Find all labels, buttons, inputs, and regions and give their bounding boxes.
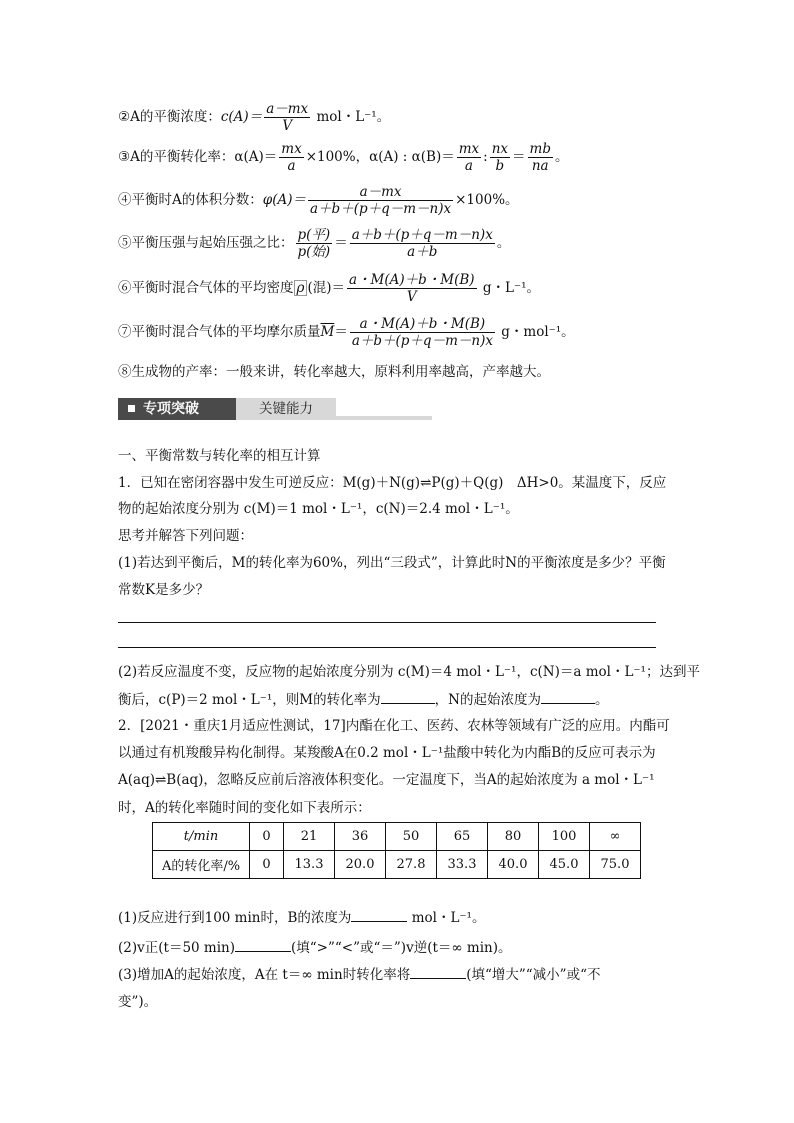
- fraction-denominator: a＋b: [350, 243, 495, 260]
- line-label: ⑥平衡时混合气体的平均密度: [118, 280, 294, 296]
- answer-line[interactable]: [118, 622, 656, 623]
- text: ＝: [334, 324, 348, 340]
- line-label: ④平衡时A的体积分数：: [118, 192, 263, 208]
- formula-pressure-ratio: [118, 227, 510, 260]
- fraction-denominator: a: [279, 157, 303, 174]
- text: ，N的起始浓度为: [434, 692, 541, 708]
- answer-line[interactable]: [118, 647, 656, 648]
- q1-stem-line2: 物的起始浓度分别为 c(M)＝1 mol・L⁻¹，c(N)＝2.4 mol・L⁻¹。: [118, 501, 519, 517]
- answer-blank[interactable]: [351, 921, 407, 922]
- fraction: [264, 101, 310, 134]
- section-banner: [118, 398, 432, 420]
- formula-conversion-rate: [118, 141, 568, 174]
- fraction-numerator: mb: [529, 141, 551, 157]
- line-label: ③A的平衡转化率：: [118, 149, 235, 165]
- square-bullet-icon: [128, 405, 135, 412]
- table-cell: 75.0: [590, 851, 641, 879]
- answer-blank[interactable]: [235, 951, 291, 952]
- formula-average-molar-mass: [118, 316, 575, 349]
- formula-lhs: φ(A)＝: [262, 192, 306, 208]
- table-cell: 36: [335, 823, 386, 851]
- table-header-row: [153, 823, 641, 851]
- conversion-table: [152, 822, 641, 879]
- table-cell: 40.0: [488, 851, 539, 879]
- q1-stem-line1: 1．已知在密闭容器中发生可逆反应：M(g)＋N(g)⇌P(g)＋Q(g) ΔH>0。某温度下，反应: [118, 475, 667, 491]
- fraction-denominator: V: [264, 117, 310, 134]
- unit: mol・L⁻¹。: [316, 109, 391, 125]
- fraction-denominator: a＋b＋(p＋q－m－n)x: [351, 333, 493, 349]
- text: :: [483, 149, 488, 165]
- q1-stem-line3: 思考并解答下列问题：: [118, 528, 253, 544]
- formula-average-density: [118, 272, 540, 305]
- q2-stem-line2: 以通过有机羧酸异构化制得。某羧酸A在0.2 mol・L⁻¹盐酸中转化为内酯B的反应可表示为: [118, 745, 656, 761]
- q2-sub3-cont: 变”)。: [118, 994, 158, 1010]
- fraction-denominator: V: [347, 288, 477, 305]
- fraction: [490, 141, 510, 174]
- q1-part2-line1: (2)若反应温度不变，反应物的起始浓度分别为 c(M)＝4 mol・L⁻¹，c(N)＝a mol・L⁻¹；达到平: [118, 664, 700, 680]
- fraction-numerator: p(平): [297, 227, 331, 243]
- table-cell: 80: [488, 823, 539, 851]
- table-cell: A的转化率/%: [153, 851, 250, 879]
- fraction-numerator: a・M(A)＋b・M(B): [348, 272, 475, 288]
- section-title: 专项突破: [143, 401, 199, 417]
- answer-blank[interactable]: [410, 978, 466, 979]
- fraction-denominator: a: [457, 157, 481, 174]
- text: 。: [554, 149, 569, 165]
- text: (3)增加A的起始浓度，A在 t＝∞ min时转化率将: [118, 967, 411, 983]
- fraction-numerator: nx: [491, 141, 509, 157]
- fraction: [350, 316, 495, 349]
- formula-lhs: (混)＝: [307, 280, 345, 296]
- fraction-numerator: mx: [458, 141, 480, 157]
- text: ＝: [334, 235, 348, 251]
- fraction-numerator: a－mx: [266, 101, 309, 117]
- table-cell: 20.0: [335, 851, 386, 879]
- text: (2)v正(t＝50 min): [118, 940, 235, 956]
- table-cell: 0: [250, 823, 284, 851]
- line-label: ②A的平衡浓度：: [118, 109, 221, 125]
- text: ×100%。: [455, 192, 519, 208]
- line-label: ⑤平衡压强与起始压强之比：: [118, 235, 294, 251]
- q1-part2-line2: [118, 688, 608, 708]
- fraction-denominator: b: [490, 157, 510, 174]
- text: ×100%，: [305, 149, 370, 165]
- banner-underline: [336, 416, 432, 420]
- fraction-numerator: a－mx: [359, 184, 402, 200]
- formula-lhs: c(A)＝: [220, 109, 263, 125]
- table-cell: 65: [437, 823, 488, 851]
- unit: g・L⁻¹。: [482, 280, 541, 296]
- table-cell: 13.3: [284, 851, 335, 879]
- fraction: [347, 272, 477, 305]
- unit: g・mol⁻¹。: [501, 324, 575, 340]
- formula-equilibrium-concentration: [118, 101, 390, 134]
- text: ＝: [512, 149, 526, 165]
- text: 。: [496, 235, 511, 251]
- product-yield-line: ⑧生成物的产率：一般来讲，转化率越大，原料利用率越高，产率越大。: [118, 364, 550, 380]
- line-label: ⑦平衡时混合气体的平均摩尔质量: [118, 324, 321, 340]
- table-cell: 21: [284, 823, 335, 851]
- fraction-numerator: a＋b＋(p＋q－m－n)x: [351, 227, 493, 243]
- text: (填“增大”“减小”或“不: [466, 967, 601, 983]
- q2-sub2: [118, 936, 512, 956]
- rho-symbol: ρ: [294, 280, 308, 296]
- formula-lhs: α(A)＝: [234, 149, 278, 165]
- fraction-denominator: a＋b＋(p＋q－m－n)x: [310, 201, 452, 217]
- q2-stem-line1: 2．[2021・重庆1月适应性测试，17]内酯在化工、医药、农林等领域有广泛的应用。内酯可: [118, 718, 670, 734]
- table-cell: 50: [386, 823, 437, 851]
- table-cell: 33.3: [437, 851, 488, 879]
- table-cell: 45.0: [539, 851, 590, 879]
- text: 衡后，c(P)＝2 mol・L⁻¹，则M的转化率为: [118, 692, 381, 708]
- q2-sub3: [118, 963, 600, 983]
- fraction: [279, 141, 303, 174]
- table-cell: ∞: [590, 823, 641, 851]
- text: 。: [594, 692, 609, 708]
- q2-sub1: [118, 906, 485, 926]
- fraction: [457, 141, 481, 174]
- fraction-numerator: mx: [281, 141, 302, 157]
- table-row: [153, 851, 641, 879]
- fraction-denominator: na: [528, 157, 553, 174]
- section-subtitle: 关键能力: [236, 398, 336, 420]
- formula-volume-fraction: [118, 184, 519, 217]
- fraction: [350, 227, 495, 260]
- answer-blank[interactable]: [541, 703, 595, 704]
- q1-part1-line2: 常数K是多少？: [118, 582, 210, 598]
- answer-blank[interactable]: [381, 703, 435, 704]
- table-cell: t/min: [153, 823, 250, 851]
- topic-heading: 一、平衡常数与转化率的相互计算: [118, 448, 321, 464]
- q2-stem-line3: A(aq)⇌B(aq)，忽略反应前后溶液体积变化。一定温度下，当A的起始浓度为 a mol・L⁻¹: [118, 772, 655, 788]
- table-cell: 0: [250, 851, 284, 879]
- text: (填“>”“<”或“＝”)v逆(t＝∞ min)。: [291, 940, 512, 956]
- molar-mass-symbol: $\overline{M}$: [320, 324, 335, 340]
- q2-stem-line4: 时，A的转化率随时间的变化如下表所示：: [118, 800, 371, 816]
- section-banner-dark: [118, 398, 236, 420]
- formula-lhs: α(A) : α(B)＝: [369, 149, 455, 165]
- fraction-numerator: a・M(A)＋b・M(B): [359, 316, 486, 332]
- fraction: [296, 227, 333, 260]
- text: (1)反应进行到100 min时，B的浓度为: [118, 910, 352, 926]
- table-cell: 100: [539, 823, 590, 851]
- q1-part1-line1: (1)若达到平衡后，M的转化率为60%，列出“三段式”，计算此时N的平衡浓度是多少？平衡: [118, 555, 666, 571]
- fraction-denominator: p(始): [297, 244, 331, 260]
- text: mol・L⁻¹。: [411, 910, 486, 926]
- fraction: [528, 141, 553, 174]
- table-cell: 27.8: [386, 851, 437, 879]
- fraction: [308, 184, 453, 217]
